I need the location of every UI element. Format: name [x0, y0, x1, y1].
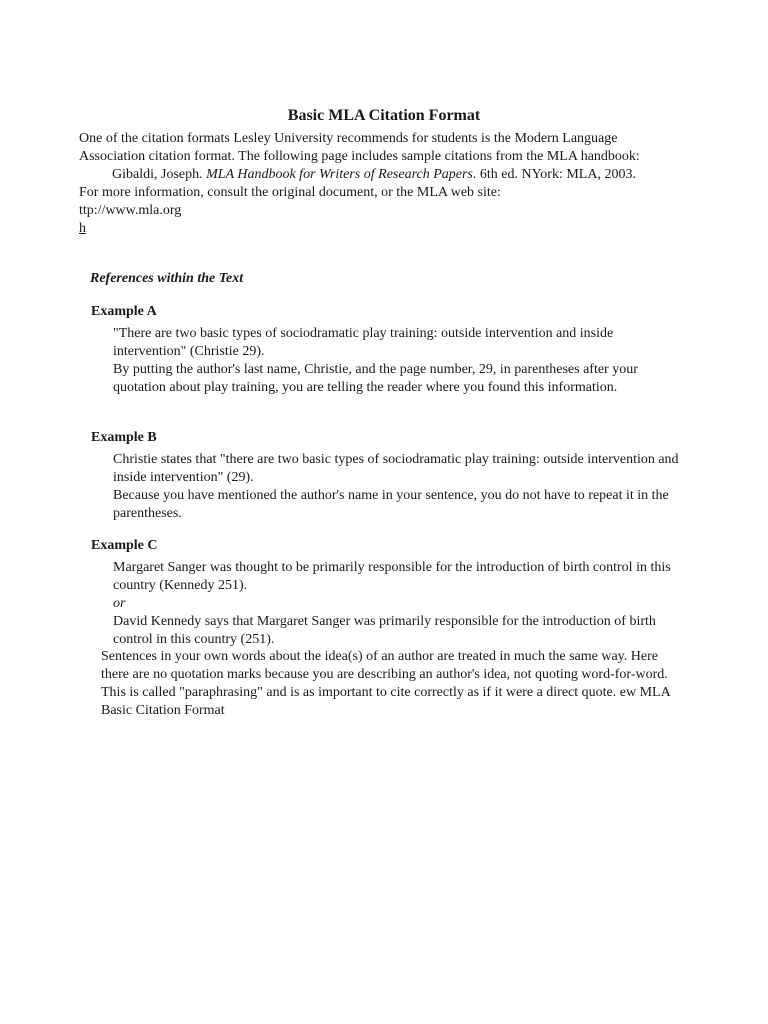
example-a-explanation: By putting the author's last name, Christie, and the page number, 29, in parentheses after your quotation about play training, you are telling the reader where you found this information.	[113, 362, 638, 395]
example-c-label: Example C	[91, 538, 158, 553]
website-url-letter[interactable]	[79, 220, 679, 238]
intro-block	[79, 130, 679, 238]
more-info-text: For more information, consult the original document, or the MLA web site:	[79, 185, 501, 200]
example-a-body	[113, 325, 683, 397]
example-c-sentence-2: David Kennedy says that Margaret Sanger was primarily responsible for the introduction of birth control in this country (251).	[113, 614, 656, 647]
website-url[interactable]: ttp://www.mla.org	[79, 203, 182, 218]
example-c-sentence-1: Margaret Sanger was thought to be primarily responsible for the introduction of birth control in this country (Kennedy 251).	[113, 560, 671, 593]
citation-details: . 6th ed. NYork: MLA, 2003.	[472, 167, 636, 182]
section-heading: References within the Text	[90, 271, 244, 286]
example-c-or: or	[113, 596, 126, 611]
handbook-citation	[79, 166, 679, 184]
example-a-quote: "There are two basic types of sociodramatic play training: outside intervention and inside intervention" (Christie 29).	[113, 326, 614, 359]
url-letter: h	[79, 221, 86, 236]
example-b-explanation: Because you have mentioned the author's name in your sentence, you do not have to repeat it in the parentheses.	[113, 488, 669, 521]
intro-paragraph: One of the citation formats Lesley University recommends for students is the Modern Language Association citation format. The following page includes sample citations from the MLA handbook:	[79, 131, 640, 164]
citation-author: Gibaldi, Joseph.	[112, 167, 207, 182]
page-title: Basic MLA Citation Format	[287, 107, 481, 124]
closing-paragraph: Sentences in your own words about the idea(s) of an author are treated in much the same way. Here there are no quotation marks because you are describing an author's idea, not quoting word-for-word. This is called "paraphrasing" and is as important to cite correctly as if it were a direct quote. ew MLA Basic Citation Format	[101, 649, 670, 718]
example-b-quote: Christie states that "there are two basic types of sociodramatic play training: outside intervention and inside intervention" (29).	[113, 452, 679, 485]
example-b-label: Example B	[91, 430, 157, 445]
example-b-body	[113, 451, 683, 523]
citation-title: MLA Handbook for Writers of Research Papers	[206, 167, 473, 182]
example-a-label: Example A	[91, 304, 157, 319]
example-c-body	[113, 559, 683, 649]
